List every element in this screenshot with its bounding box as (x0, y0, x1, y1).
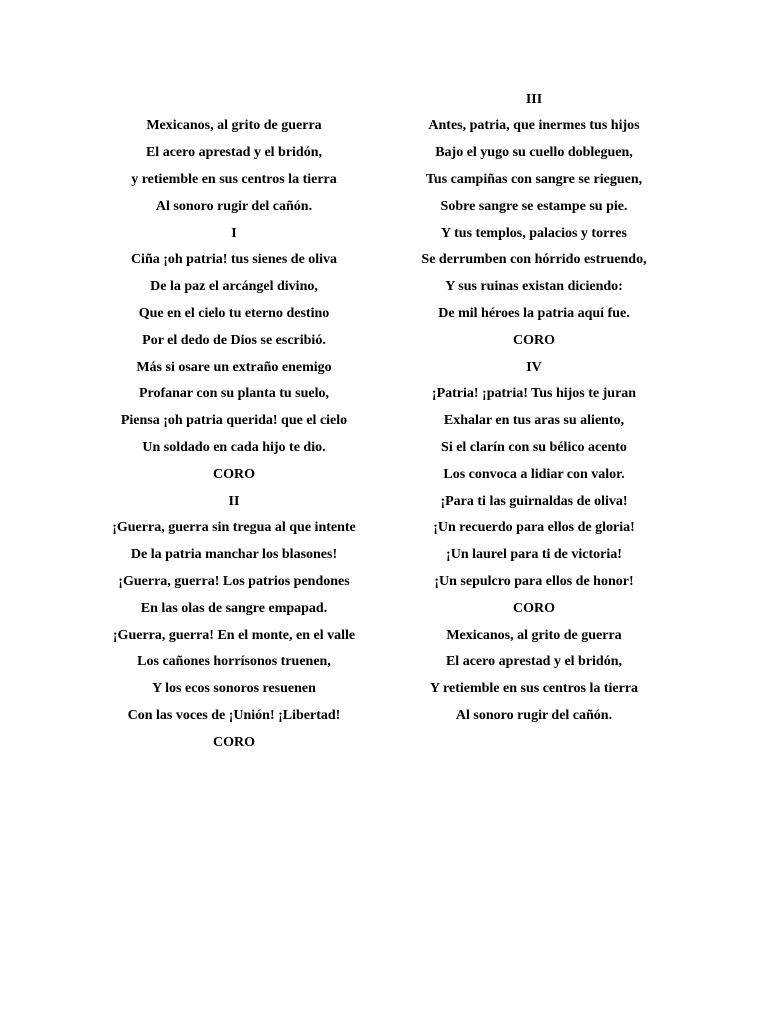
verse-line: Más si osare un extraño enemigo (136, 359, 332, 375)
verse-line: ¡Guerra, guerra! En el monte, en el valle (112, 627, 356, 643)
verse-line: Mexicanos, al grito de guerra (446, 627, 622, 643)
verse-line: CORO (513, 600, 555, 616)
verse-line: ¡Guerra, guerra sin tregua al que intente (112, 520, 356, 536)
verse-line: Al sonoro rugir del cañón. (155, 198, 313, 214)
verse-line: Y sus ruinas existan diciendo: (445, 279, 623, 295)
verse-line: En las olas de sangre empapad. (140, 600, 328, 616)
verse-line: El acero aprestad y el bridón, (145, 145, 323, 161)
verse-line: I (231, 225, 237, 241)
verse-line: Un soldado en cada hijo te dio. (142, 439, 326, 455)
verse-line: Y los ecos sonoros resuenen (152, 681, 316, 697)
verse-line: CORO (213, 734, 255, 750)
verse-line: Tus campiñas con sangre se rieguen, (425, 171, 643, 187)
verse-line: Piensa ¡oh patria querida! que el cielo (120, 413, 348, 429)
verse-line: II (228, 493, 240, 509)
verse-line: ¡Para ti las guirnaldas de oliva! (440, 493, 628, 509)
verse-line: Que en el cielo tu eterno destino (138, 305, 330, 321)
verse-line: ¡Un sepulcro para ellos de honor! (434, 573, 634, 589)
verse-line: y retiemble en sus centros la tierra (131, 171, 337, 187)
verse-line: ¡Patria! ¡patria! Tus hijos te juran (431, 386, 637, 402)
verse-line: Profanar con su planta tu suelo, (138, 386, 330, 402)
verse-line: CORO (513, 332, 555, 348)
verse-line: Ciña ¡oh patria! tus sienes de oliva (130, 252, 338, 268)
verse-line: III (525, 91, 543, 107)
verse-line: Al sonoro rugir del cañón. (455, 707, 613, 723)
verse-line: De mil héroes la patria aquí fue. (438, 305, 630, 321)
verse-line: Los cañones horrísonos truenen, (137, 654, 331, 670)
verse-line: Exhalar en tus aras su aliento, (443, 413, 625, 429)
verse-line: ¡Guerra, guerra! Los patrios pendones (118, 573, 350, 589)
verse-line: Sobre sangre se estampe su pie. (440, 198, 628, 214)
verse-line: Se derrumben con hórrido estruendo, (421, 252, 647, 268)
verse-line: De la patria manchar los blasones! (130, 547, 338, 563)
verse-line: El acero aprestad y el bridón, (445, 654, 623, 670)
verse-line: CORO (213, 466, 255, 482)
verse-line: IV (526, 359, 542, 375)
verse-line: Y tus templos, palacios y torres (441, 225, 627, 241)
verse-line: Con las voces de ¡Unión! ¡Libertad! (127, 707, 341, 723)
verse-line: Mexicanos, al grito de guerra (146, 118, 322, 134)
verse-line: Y retiemble en sus centros la tierra (429, 681, 639, 697)
verse-line: Por el dedo de Dios se escribió. (142, 332, 326, 348)
verse-line: ¡Un recuerdo para ellos de gloria! (433, 520, 635, 536)
verse-line: De la paz el arcángel divino, (150, 279, 318, 295)
verse-line: Los convoca a lidiar con valor. (443, 466, 625, 482)
verse-line: ¡Un laurel para ti de victoria! (446, 547, 622, 563)
verse-line: Bajo el yugo su cuello dobleguen, (435, 145, 633, 161)
verse-line: Antes, patria, que inermes tus hijos (428, 118, 640, 134)
verse-line: Si el clarín con su bélico acento (441, 439, 627, 455)
